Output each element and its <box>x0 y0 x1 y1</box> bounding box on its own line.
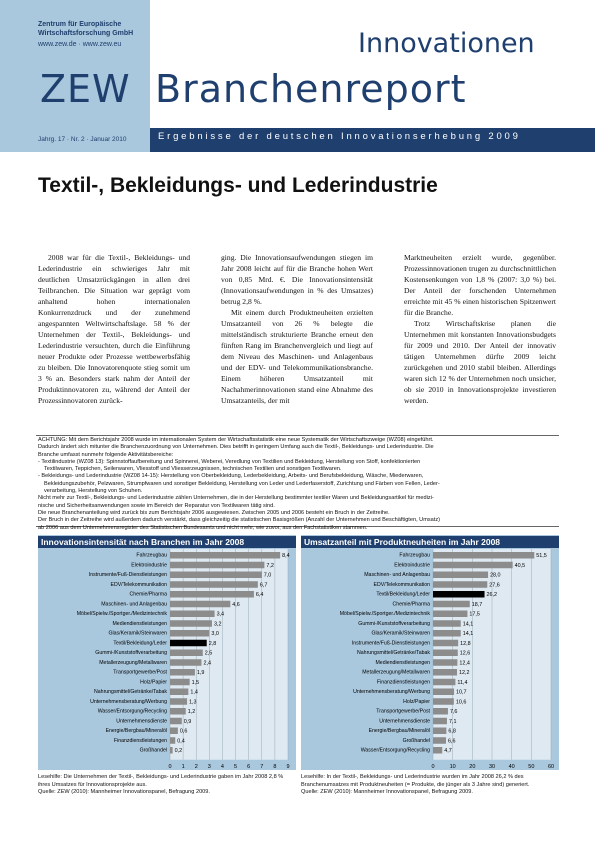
chart-1-tick-label: 1 <box>181 763 185 770</box>
chart-product-novelty-share <box>301 535 559 770</box>
chart-2-value-label: 51,5 <box>536 553 547 559</box>
chart-2-bar <box>433 630 461 637</box>
notice-line: - Bekleidungs- und Lederindustrie (WZ08 14-15): Herstellung von Oberbekleidung, Lederbekleidung, Arbeits- und Berufsbekleidung, Wäsche, Miederwaren, <box>38 473 424 480</box>
chart-2-bar <box>433 737 446 744</box>
chart-1-value-label: 7,2 <box>266 562 274 569</box>
chart-1-bar <box>170 728 178 735</box>
chart-2-tick-label: 20 <box>469 763 476 770</box>
notice-line: ACHTUNG: Mit dem Berichtsjahr 2008 wurde im internationalen System der Wirtschaftsstatistik eine neue Systematik der Wirtschaftszweige (WZ08) eingeführt. <box>38 437 434 443</box>
chart-2-value-label: 14,1 <box>462 621 474 628</box>
chart-1-category-label: Gummi-/Kunststoffverarbeitung <box>95 650 167 657</box>
chart-2-value-label: 12,2 <box>458 670 470 676</box>
chart-innovation-intensity <box>38 535 296 770</box>
chart-1-bar <box>170 572 262 579</box>
chart-2-bar <box>433 708 448 715</box>
chart-1-bar <box>170 650 203 657</box>
chart-2-value-label: 17,5 <box>469 611 480 618</box>
chart-1-tick-label: 8 <box>273 763 277 770</box>
article-column-1: 2008 war für die Textil-, Bekleidungs- und Lederindustrie ein schwieriges Jahr mit deutlichen Umsatzrückgängen in allen drei Teilbranchen. Die Situation war geprägt vom anhaltend hohen internationalen Konkurrenzdruck und der zunehmend angespannten Weltwirtschaftslage. 58 % der Unternehmen der Textil-, Bekleidungs- und Lederindustrie versuchten, durch die Einführung neuer Produkte oder Prozesse wettbewerbsfähig zu bleiben. Die Innovatorenquote stieg somit um 3 % an. Besonders stark nahm der Anteil der Produktinnovatoren zu, während der Anteil der Prozessinnovatoren zurück- <box>38 253 190 405</box>
chart-2-bar <box>433 698 454 705</box>
chart-1-source: Quelle: ZEW (2010): Mannheimer Innovationspanel, Befragung 2009. <box>38 789 210 795</box>
chart-1-bar <box>170 591 254 598</box>
chart-1-category-label: Transportgewerbe/Post <box>113 669 167 676</box>
issue-info: Jahrg. 17 · Nr. 2 · Januar 2010 <box>38 136 127 143</box>
chart-1-caption <box>38 774 296 797</box>
chart-2-bar <box>433 620 461 627</box>
chart-2-category-label: Chemie/Pharma <box>392 601 430 608</box>
chart-1-value-label: 4,6 <box>232 601 240 608</box>
chart-1-value-label: 0,2 <box>174 748 183 754</box>
chart-2-category-label: Wasser/Entsorgung/Recycling <box>360 747 430 754</box>
chart-2-value-label: 10,7 <box>456 689 467 696</box>
chart-2-tick-label: 30 <box>488 763 496 770</box>
chart-1-bar <box>170 747 173 754</box>
chart-2-category-label: Nahrungsmittel/Getränke/Tabak <box>357 650 430 657</box>
chart-2-bar <box>433 552 534 559</box>
chart-1-tick-label: 2 <box>194 763 198 770</box>
chart-2-bar <box>433 669 457 676</box>
chart-1-bar <box>170 640 207 647</box>
chart-1-category-label: Maschinen- und Anlagenbau <box>101 601 167 608</box>
chart-2-value-label: 6,6 <box>447 738 456 745</box>
chart-2-category-label: Energie/Bergbau/Mineralöl <box>368 728 430 735</box>
column-3-paragraph-1: Marktneuheiten erzielt wurde, gegenüber. Prozessinnovationen trugen zu durchschnittlichen Kostensenkungen von 1,8 % (2007: 3,0 %) bei. Der Anteil der forschenden Unternehmen erreichte mit 45 % einen historischen Spitzenwert für die Branche. <box>404 253 556 317</box>
chart-1-bar <box>170 708 186 715</box>
chart-1-category-label: Elektroindustrie <box>131 562 167 569</box>
chart-1-category-label: Instrumente/Fuß-Dienstleistungen <box>88 572 167 579</box>
chart-1-category-label: Energie/Bergbau/Mineralöl <box>105 728 167 735</box>
chart-2-category-label: Instrumente/Fuß-Dienstleistungen <box>351 640 430 647</box>
chart-1-tick-label: 9 <box>286 763 290 770</box>
chart-2-tick-label: 60 <box>547 763 555 770</box>
notice-line: ab 2006 aus dem Unternehmensregister des Statistischen Bundesamts und nicht mehr, wie zuvor, aus den Fachstatistiken stammen. <box>38 524 368 531</box>
chart-2-value-label: 14,1 <box>462 631 474 637</box>
chart-1-tick-label: 3 <box>207 763 211 770</box>
chart-1-value-label: 6,7 <box>259 582 268 589</box>
chart-1-category-label: Chemie/Pharma <box>129 591 167 598</box>
chart-1-tick-label: 6 <box>247 763 251 770</box>
chart-2-value-label: 4,7 <box>444 748 452 754</box>
notice-line: Nicht mehr zur Textil-, Bekleidungs- und Lederindustrie zählen Unternehmen, die in der Herstellung bestimmter textiler Waren und Bekleidungsartikel für medizi- <box>38 495 434 502</box>
chart-1-value-label: 2,4 <box>203 660 211 667</box>
chart-2-category-label: Finanzdienstleistungen <box>376 679 430 686</box>
chart-1-value-label: 0,6 <box>179 728 188 735</box>
chart-2-category-label: Metallerzeugung/Metallwaren <box>362 669 430 676</box>
chart-2-bar <box>433 640 458 647</box>
chart-1-tick-label: 7 <box>260 763 264 770</box>
chart-1-bar <box>170 659 201 666</box>
chart-2-tick-label: 0 <box>431 763 435 770</box>
chart-2-bar <box>433 591 485 598</box>
chart-1-tick-label: 0 <box>168 763 172 770</box>
chart-1-value-label: 3,0 <box>211 631 219 637</box>
wz08-notice <box>38 437 558 532</box>
chart-1-value-label: 1,4 <box>190 689 198 696</box>
chart-1-category-label: Holz/Papier <box>140 679 167 686</box>
chart-2-bar <box>433 689 454 696</box>
zew-logo: ZEW <box>40 67 131 111</box>
notice-line: Bekleidungszubehör, Pelzwaren, Strumpfwaren und sonstiger Bekleidung, Herstellung von Leder und Lederfaserstoff, Zurichtung und Färben von Fellen, Leder- <box>44 480 440 487</box>
chart-2-category-label: Holz/Papier <box>403 698 430 705</box>
chart-2-value-label: 28,0 <box>490 572 501 579</box>
notice-line: nische und Sicherheitsanwendungen sowie im Bereich der Reparatur von Textilwaren tätig sind. <box>38 502 275 509</box>
chart-2-bar <box>433 562 513 569</box>
notice-line: Textilwaren, Teppichen, Seilerwaren, Vliesstoff und Vliesserzeugnissen, technischen Textilien und sonstigen Textilwaren. <box>44 466 342 473</box>
chart-1-category-label: Metallerzeugung/Metallwaren <box>99 659 167 666</box>
chart-2-category-label: Glas/Keramik/Steinwaren <box>371 630 430 637</box>
institute-name-line2: Wirtschaftsforschung GmbH <box>38 30 134 37</box>
chart-2-reading-aid: Lesehilfe: In der Textil-, Bekleidungs- und Lederindustrie wurden im Jahr 2008 26,2 % des Branchenumsatzes mit Produktneuheiten (= Produkte, die jünger als 3 Jahre sind) generiert. <box>301 774 530 788</box>
chart-panel-product-novelty-share <box>301 535 559 770</box>
article-column-3 <box>404 252 556 406</box>
chart-2-title: Umsatzanteil mit Produktneuheiten im Jahr 2008 <box>301 536 559 548</box>
chart-1-value-label: 6,4 <box>255 592 264 598</box>
chart-2-category-label: Fahrzeugbau <box>399 552 430 559</box>
chart-1-value-label: 2,8 <box>208 640 217 647</box>
chart-2-value-label: 11,4 <box>457 679 468 686</box>
chart-2-tick-label: 50 <box>528 763 535 770</box>
chart-2-category-label: Unternehmensberatung/Werbung <box>353 689 430 696</box>
chart-2-value-label: 12,8 <box>460 640 471 647</box>
chart-1-category-label: Mediendienstleistungen <box>112 620 167 627</box>
chart-1-bar <box>170 562 264 569</box>
chart-1-value-label: 7,0 <box>263 572 272 579</box>
chart-2-bar <box>433 718 447 725</box>
chart-1-category-label: Möbel/Spielw./Sportger./Medizintechnik <box>76 611 167 618</box>
chart-2-bar <box>433 581 487 588</box>
notice-line: Der Bruch in der Zeitreihe wird außerdem dadurch verstärkt, dass gleichzeitig die statistischen Basisgrößen (Anzahl der Unternehmen und Beschäftigten, Umsatz) <box>38 517 441 524</box>
chart-2-tick-label: 10 <box>449 763 456 770</box>
chart-1-value-label: 1,3 <box>189 699 197 706</box>
chart-1-title: Innovationsintensität nach Branchen im Jahr 2008 <box>38 536 296 548</box>
chart-1-category-label: EDV/Telekommunikation <box>110 581 167 588</box>
chart-1-value-label: 3,4 <box>216 611 225 618</box>
chart-2-bar <box>433 679 455 686</box>
chart-1-value-label: 1,2 <box>187 709 196 715</box>
chart-2-source: Quelle: ZEW (2010): Mannheimer Innovationspanel, Befragung 2009. <box>301 789 473 795</box>
chart-1-value-label: 0,4 <box>177 738 185 745</box>
chart-1-category-label: Unternehmensberatung/Werbung <box>90 698 167 705</box>
chart-2-bar <box>433 747 442 754</box>
chart-1-bar <box>170 581 258 588</box>
article-column-2 <box>221 252 373 406</box>
chart-2-bar <box>433 601 470 608</box>
chart-1-bar <box>170 737 175 744</box>
chart-2-value-label: 27,6 <box>489 582 500 589</box>
chart-2-bar <box>433 572 488 579</box>
chart-1-category-label: Finanzdienstleistungen <box>113 737 167 744</box>
chart-2-bar <box>433 611 467 618</box>
chart-2-value-label: 7,1 <box>448 718 457 725</box>
chart-2-category-label: Unternehmensdienste <box>379 718 430 725</box>
chart-1-bar <box>170 669 195 676</box>
chart-2-value-label: 12,6 <box>459 650 471 657</box>
chart-1-bar <box>170 718 182 725</box>
institute-websites: www.zew.de · www.zew.eu <box>38 41 122 48</box>
series-title-branchenreport: Branchenreport <box>155 67 467 111</box>
chart-2-value-label: 26,2 <box>486 592 498 598</box>
chart-1-bar <box>170 552 280 559</box>
chart-2-value-label: 7,6 <box>449 709 458 715</box>
chart-2-category-label: Transportgewerbe/Post <box>376 708 430 715</box>
chart-2-category-label: Möbel/Spielw./Sportger./Medizintechnik <box>339 611 430 618</box>
chart-1-category-label: Fahrzeugbau <box>136 552 167 559</box>
chart-2-category-label: Gummi-/Kunststoffverarbeitung <box>358 620 430 627</box>
chart-2-value-label: 40,5 <box>514 562 526 569</box>
chart-2-value-label: 10,6 <box>455 699 467 706</box>
chart-2-bar <box>433 659 457 666</box>
chart-1-tick-label: 5 <box>234 763 238 770</box>
chart-2-value-label: 18,7 <box>471 601 483 608</box>
chart-1-value-label: 8,4 <box>282 553 290 559</box>
chart-1-value-label: 2,5 <box>204 650 213 657</box>
chart-2-category-label: Elektroindustrie <box>394 562 430 569</box>
chart-1-bar <box>170 689 188 696</box>
chart-2-category-label: Maschinen- und Anlagenbau <box>364 572 430 579</box>
chart-1-bar <box>170 601 230 608</box>
notice-line: Dadurch ändert sich mitunter die Branchenzuordnung von Unternehmen. Dies betrifft in geringem Umfang auch die Textil-, Bekleidungs- und Lederindustrie. Die <box>38 444 434 451</box>
chart-2-bar <box>433 650 458 657</box>
chart-1-category-label: Textil/Bekleidung/Leder <box>113 640 167 647</box>
header-subtitle: Ergebnisse der deutschen Innovationserhebung 2009 <box>158 131 521 142</box>
chart-1-category-label: Glas/Keramik/Steinwaren <box>108 630 167 637</box>
article-title: Textil-, Bekleidungs- und Lederindustrie <box>38 174 438 197</box>
chart-2-category-label: Mediendienstleistungen <box>375 659 430 666</box>
column-2-paragraph-2: Mit einem durch Produktneuheiten erzielten Umsatzanteil von 26 % belegte die mittelständisch strukturierte Branche erneut den fünften Rang im Branchenvergleich und liegt auf dem Niveau des Maschinen- und Anlagenbaus und der EDV- und Telekommunikationsbranche. Einem höheren Umsatzanteil mit Nachahmerinnovationen stand eine Abnahme des Umsatzanteils, der mit <box>221 308 373 405</box>
notice-line: - Textilindustrie (WZ08 13): Spinnstoffaufbereitung und Spinnerei, Weberei, Veredlung von Textilien und Bekleidung, Herstellung von Stoff, konfektionierten <box>38 458 421 465</box>
column-2-paragraph-1: ging. Die Innovationsaufwendungen stiegen im Jahr 2008 leicht auf für die Branche hohen Wert von 0,85 Mrd. €. Die Innovationsintensität (Innovationsaufwendungen in % des Umsatzes) betrug 2,8 %. <box>221 253 373 306</box>
chart-1-category-label: Wasser/Entsorgung/Recycling <box>97 708 167 715</box>
chart-1-bar <box>170 620 212 627</box>
chart-1-value-label: 1,5 <box>191 679 200 686</box>
chart-1-value-label: 1,9 <box>196 670 205 676</box>
chart-2-category-label: Textil/Bekleidung/Leder <box>376 591 430 598</box>
chart-1-bar <box>170 630 209 637</box>
chart-panel-innovation-intensity <box>38 535 296 770</box>
chart-1-tick-label: 4 <box>220 763 224 770</box>
chart-1-value-label: 3,2 <box>213 621 222 628</box>
chart-1-bar <box>170 698 187 705</box>
chart-2-bar <box>433 728 446 735</box>
chart-1-category-label: Nahrungsmittel/Getränke/Tabak <box>94 689 167 696</box>
chart-2-category-label: EDV/Telekommunikation <box>373 581 430 588</box>
chart-2-tick-label: 40 <box>508 763 515 770</box>
notice-line: verarbeitung, Herstellung von Schuhen. <box>44 488 143 495</box>
chart-2-caption <box>301 774 559 797</box>
chart-2-value-label: 12,4 <box>459 660 470 667</box>
chart-1-category-label: Großhandel <box>139 747 167 754</box>
chart-2-value-label: 6,8 <box>448 728 456 735</box>
chart-1-reading-aid: Lesehilfe: Die Unternehmen der Textil-, Bekleidungs- und Lederindustrie gaben im Jahr 2008 2,8 % ihres Umsatzes für Innovationsprojekte aus. <box>38 774 284 788</box>
series-title-innovationen: Innovationen <box>358 28 535 59</box>
chart-1-bar <box>170 679 190 686</box>
chart-1-value-label: 0,9 <box>183 718 192 725</box>
notice-line: Die neue Branchenanteilung wird zurück bis zum Berichtsjahr 2006 ausgewiesen. Zwischen 2005 und 2006 besteht ein Bruch in der Zeitreihe. <box>38 509 390 516</box>
notice-line: Branche umfasst nunmehr folgende Aktivitätsbereiche: <box>38 451 174 458</box>
chart-2-category-label: Großhandel <box>402 737 430 744</box>
institute-name-line1: Zentrum für Europäische <box>38 21 122 28</box>
column-3-paragraph-2: Trotz Wirtschaftskrise planen die Unternehmen mit konstanten Innovationsbudgets für 2009 und 2010. Der Anteil der innovativ tätigen Unternehmen dürfte 2009 leicht zurückgehen und 2010 stabil bleiben. Allerdings waren sich 12 % der Unternehmen noch unsicher, ob sie 2010 in Innovationsprojekte investieren werden. <box>404 319 556 405</box>
chart-1-bar <box>170 611 215 618</box>
chart-1-category-label: Unternehmensdienste <box>116 718 167 725</box>
